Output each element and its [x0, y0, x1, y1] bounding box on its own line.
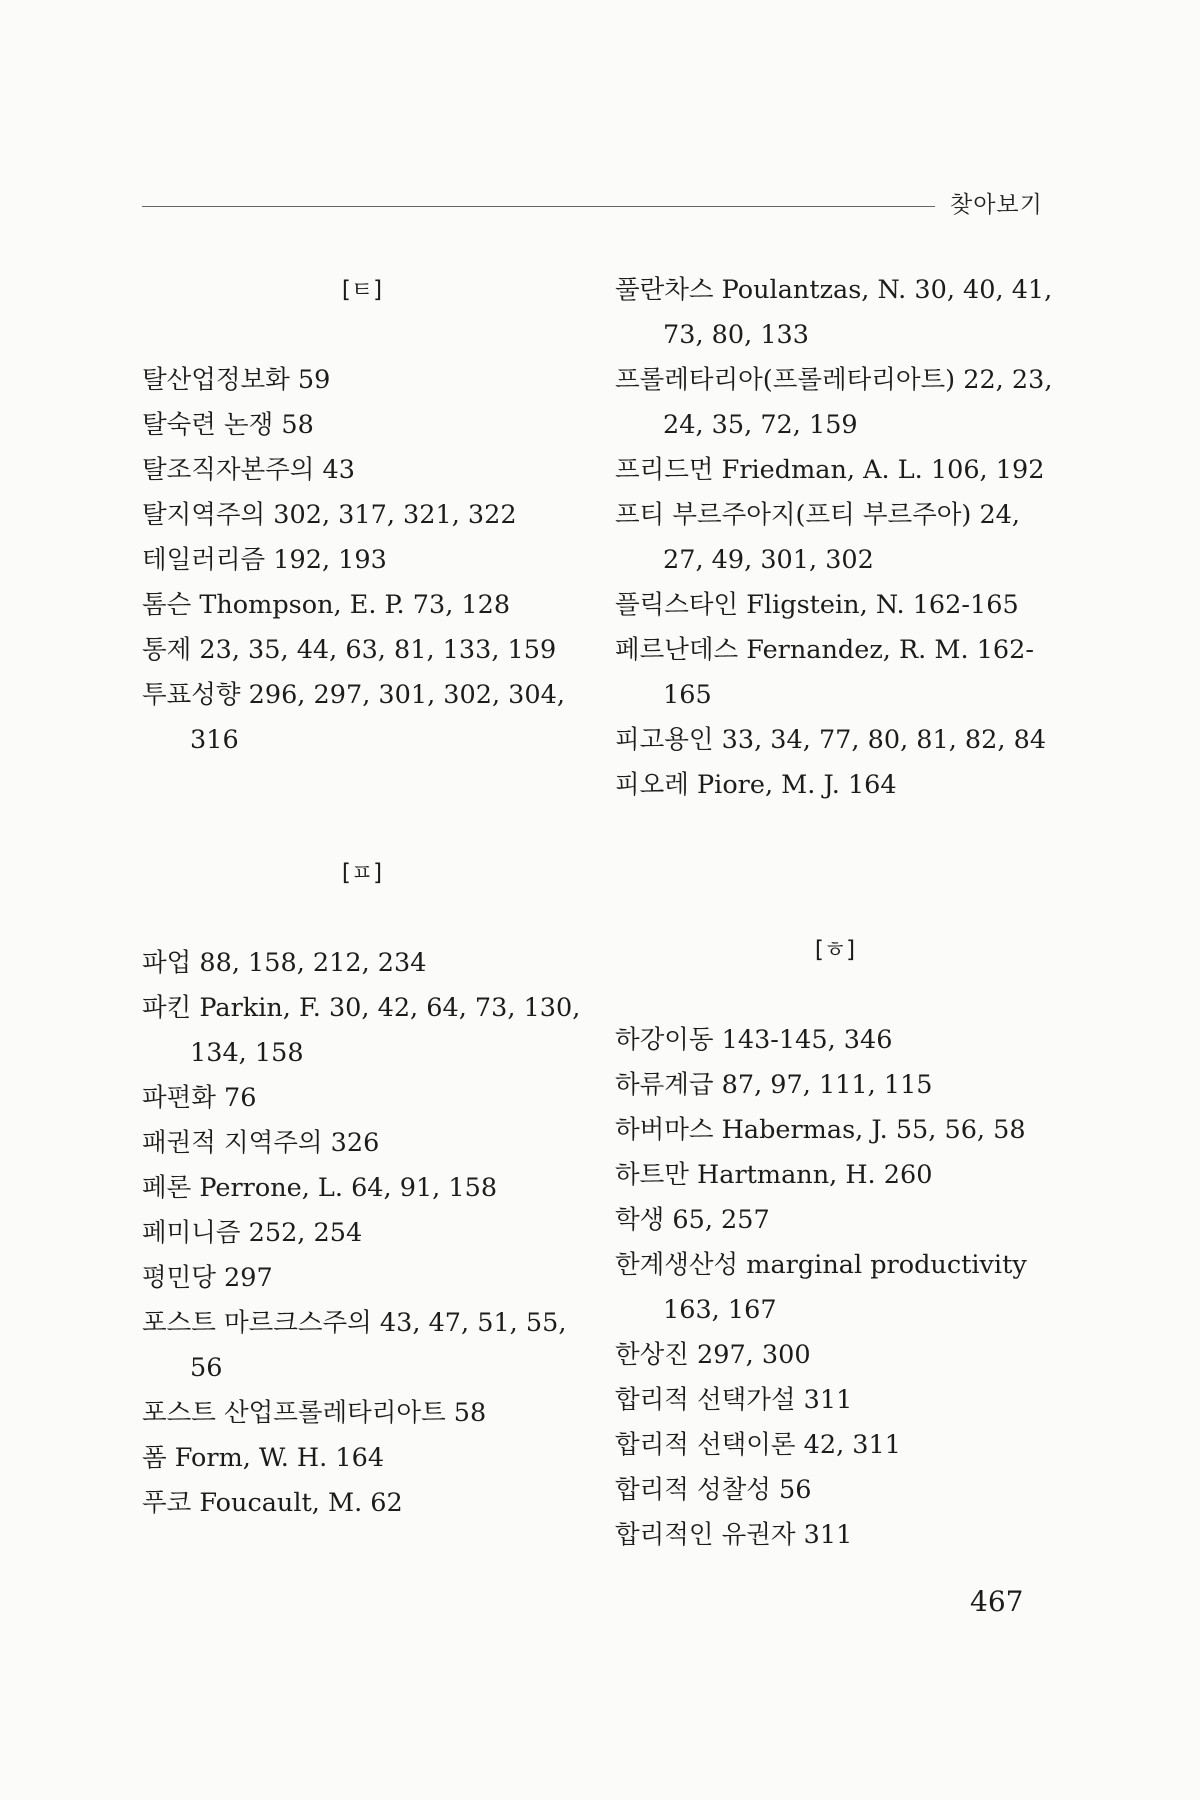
spacer — [142, 763, 582, 851]
index-entry: 합리적 성찰성 56 — [615, 1475, 812, 1505]
index-entry: 투표성향 296, 297, 301, 302, 304, — [142, 680, 565, 710]
header-rule — [142, 206, 935, 207]
index-entry: 합리적 선택가설 311 — [615, 1385, 853, 1415]
index-entry-continuation: 27, 49, 301, 302 — [663, 545, 874, 575]
index-entry-continuation: 134, 158 — [190, 1038, 304, 1068]
spacer — [615, 973, 1055, 1018]
index-entry: 포스트 마르크스주의 43, 47, 51, 55, — [142, 1308, 567, 1338]
index-entry: 하트만 Hartmann, H. 260 — [615, 1160, 933, 1190]
index-entry: 한계생산성 marginal productivity — [615, 1250, 1027, 1280]
index-column-right — [615, 268, 1055, 1558]
index-entry: 페르난데스 Fernandez, R. M. 162- — [615, 635, 1034, 665]
index-entry: 피고용인 33, 34, 77, 80, 81, 82, 84 — [615, 725, 1047, 755]
index-entry: 플릭스타인 Fligstein, N. 162-165 — [615, 590, 1019, 620]
index-entry: 파편화 76 — [142, 1083, 257, 1113]
index-entry: 풀란차스 Poulantzas, N. 30, 40, 41, — [615, 275, 1053, 305]
index-entry: 한상진 297, 300 — [615, 1340, 811, 1370]
index-column-left — [142, 268, 582, 1526]
index-entry-continuation: 56 — [190, 1353, 223, 1383]
index-entry: 프롤레타리아(프롤레타리아트) 22, 23, — [615, 365, 1053, 395]
index-entry: 패권적 지역주의 326 — [142, 1128, 380, 1158]
section-heading-pieup: [ㅍ] — [341, 860, 383, 886]
index-entry: 테일러리즘 192, 193 — [142, 545, 387, 575]
index-entry: 페론 Perrone, L. 64, 91, 158 — [142, 1173, 498, 1203]
index-entry: 파업 88, 158, 212, 234 — [142, 948, 427, 978]
index-entry: 합리적 선택이론 42, 311 — [615, 1430, 901, 1460]
spacer — [615, 808, 1055, 928]
index-entry: 푸코 Foucault, M. 62 — [142, 1488, 403, 1518]
index-entry: 프리드먼 Friedman, A. L. 106, 192 — [615, 455, 1045, 485]
index-entry: 탈숙련 논쟁 58 — [142, 410, 314, 440]
index-entry: 탈산업정보화 59 — [142, 365, 331, 395]
index-entry: 페미니즘 252, 254 — [142, 1218, 363, 1248]
index-entry-continuation: 165 — [663, 680, 712, 710]
index-entry-continuation: 24, 35, 72, 159 — [663, 410, 858, 440]
index-entry: 프티 부르주아지(프티 부르주아) 24, — [615, 500, 1020, 530]
index-entry: 학생 65, 257 — [615, 1205, 770, 1235]
index-entry-continuation: 163, 167 — [663, 1295, 777, 1325]
index-entry-continuation: 73, 80, 133 — [663, 320, 809, 350]
spacer — [142, 896, 582, 941]
index-entry: 파킨 Parkin, F. 30, 42, 64, 73, 130, — [142, 993, 581, 1023]
index-entry: 통제 23, 35, 44, 63, 81, 133, 159 — [142, 635, 557, 665]
index-entry: 하류계급 87, 97, 111, 115 — [615, 1070, 933, 1100]
index-entry: 평민당 297 — [142, 1263, 273, 1293]
index-entry: 톰슨 Thompson, E. P. 73, 128 — [142, 590, 511, 620]
index-entry: 탈조직자본주의 43 — [142, 455, 355, 485]
index-entry: 탈지역주의 302, 317, 321, 322 — [142, 500, 517, 530]
index-entry: 폼 Form, W. H. 164 — [142, 1443, 385, 1473]
index-entry-continuation: 316 — [190, 725, 239, 755]
index-entry: 피오레 Piore, M. J. 164 — [615, 770, 897, 800]
index-entry: 합리적인 유권자 311 — [615, 1520, 853, 1550]
running-header-title: 찾아보기 — [950, 192, 1043, 218]
index-entry: 포스트 산업프롤레타리아트 58 — [142, 1398, 487, 1428]
section-heading-tieut: [ㅌ] — [341, 277, 383, 303]
index-entry: 하버마스 Habermas, J. 55, 56, 58 — [615, 1115, 1026, 1145]
section-heading-hieut: [ㅎ] — [814, 937, 856, 963]
spacer — [142, 313, 582, 358]
index-entry: 하강이동 143-145, 346 — [615, 1025, 893, 1055]
page-number: 467 — [970, 1585, 1024, 1618]
